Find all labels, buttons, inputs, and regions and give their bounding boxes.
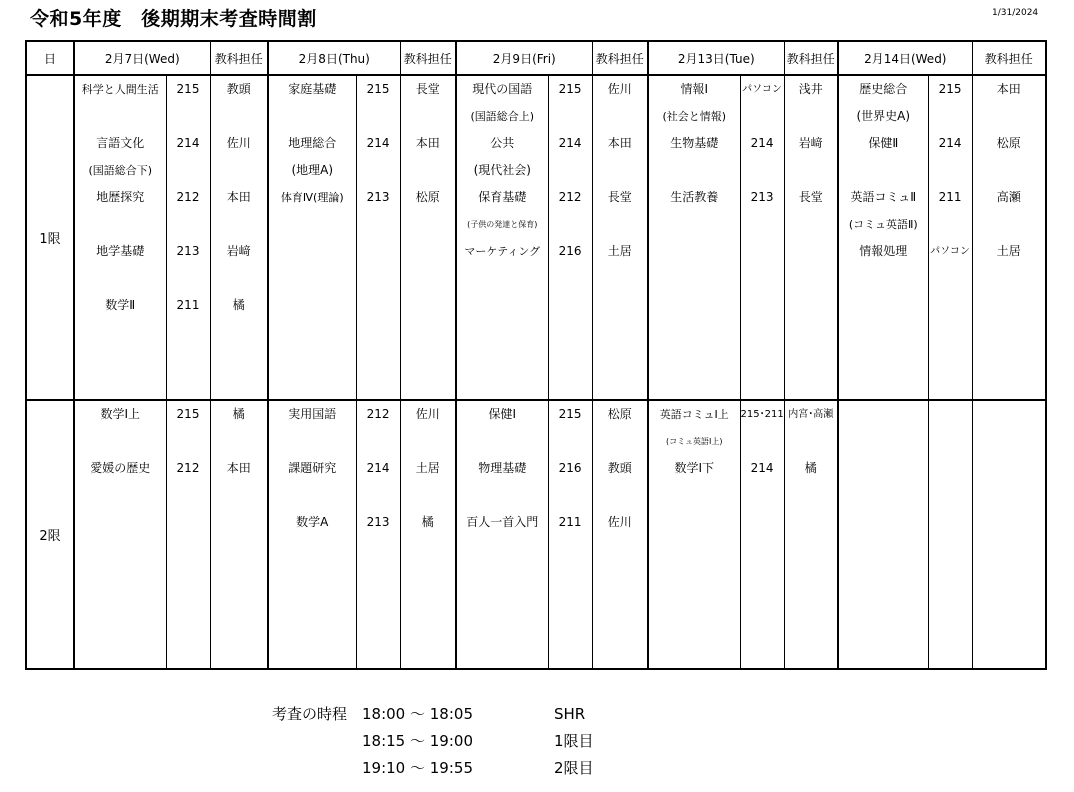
cell-lines [593, 76, 648, 265]
teacher-line [785, 428, 838, 455]
teacher-line: 橘 [804, 461, 817, 475]
room-line [357, 482, 400, 509]
cell-lines [741, 76, 784, 211]
teacher-line [401, 103, 456, 130]
cell-lines [929, 76, 972, 265]
subject-line: 地学基礎 [96, 244, 145, 258]
room-line: 214 [366, 461, 390, 475]
subject-line: 保育基礎 [478, 190, 527, 204]
teacher-line [401, 428, 456, 455]
room-line: 212 [176, 190, 200, 204]
teacher-line [973, 211, 1046, 238]
teacher-cell [400, 400, 456, 669]
teacher-line: 本田 [607, 136, 632, 150]
subject-line: 地理総合 [288, 136, 337, 150]
room-line [549, 211, 592, 238]
exam-schedule-table [25, 40, 1047, 670]
subject-line [457, 482, 548, 509]
header-teacher: 教科担任 [210, 41, 268, 75]
room-line [929, 157, 972, 184]
period-label: 1限 [26, 75, 74, 400]
teacher-line: 佐川 [607, 82, 632, 96]
subject-line: (コミュ英語Ⅰ上) [666, 437, 723, 446]
teacher-cell [972, 400, 1046, 669]
teacher-cell [210, 400, 268, 669]
cell-lines [357, 401, 400, 536]
teacher-line: 松原 [607, 407, 632, 421]
room-line [549, 428, 592, 455]
subject-line: 実用国語 [288, 407, 337, 421]
teacher-line: 橘 [232, 298, 245, 312]
room-line: 214 [750, 136, 774, 150]
subject-cell [456, 400, 548, 669]
time-row [272, 701, 672, 728]
room-line: パソコン [742, 84, 782, 95]
subject-line: 英語コミュⅡ [850, 190, 917, 204]
teacher-line [401, 157, 456, 184]
subject-line [75, 265, 166, 292]
room-line [357, 157, 400, 184]
cell-lines [785, 401, 838, 482]
cell-lines [593, 401, 648, 536]
cell-lines [839, 76, 928, 265]
room-line: 215 [558, 407, 582, 421]
teacher-line: 佐川 [607, 515, 632, 529]
page-title: 令和5年度 後期期末考査時間割 [30, 8, 317, 30]
cell-lines [401, 76, 456, 211]
header-row [26, 41, 1046, 75]
room-line [357, 103, 400, 130]
subject-line: 公共 [490, 136, 515, 150]
header-teacher: 教科担任 [972, 41, 1046, 75]
teacher-line: 土居 [415, 461, 440, 475]
teacher-cell [972, 75, 1046, 400]
teacher-line: 橘 [421, 515, 434, 529]
room-line: パソコン [930, 246, 970, 257]
time-range: 18:00 〜 18:05 [362, 705, 473, 723]
subject-line: 保健Ⅰ [488, 407, 517, 421]
header-date: 2月9日(Fri) [456, 41, 592, 75]
subject-line: (子供の発達と保育) [467, 220, 538, 229]
time-range: 18:15 〜 19:00 [362, 732, 473, 750]
teacher-line: 本田 [226, 190, 251, 204]
subject-line: 情報Ⅰ [680, 82, 709, 96]
room-line [549, 157, 592, 184]
room-line: 215 [938, 82, 962, 96]
room-cell [928, 400, 972, 669]
room-line: 214 [938, 136, 962, 150]
cell-lines [973, 76, 1046, 265]
cell-lines [167, 401, 210, 482]
cell-lines [75, 401, 166, 482]
cell-lines [401, 401, 456, 536]
subject-cell [74, 400, 166, 669]
room-line [741, 157, 784, 184]
subject-line: 現代の国語 [472, 82, 533, 96]
subject-line: (コミュ英語Ⅱ) [848, 218, 918, 231]
subject-line: 愛媛の歴史 [90, 461, 151, 475]
teacher-line: 佐川 [226, 136, 251, 150]
subject-line: 保健Ⅱ [868, 136, 899, 150]
cell-lines [167, 76, 210, 319]
teacher-cell [784, 75, 838, 400]
teacher-line [211, 211, 268, 238]
room-line: 214 [750, 461, 774, 475]
subject-line [649, 157, 740, 184]
room-line: 215･211 [740, 409, 784, 420]
teacher-line: 長堂 [607, 190, 632, 204]
teacher-line: 長堂 [415, 82, 440, 96]
room-line [167, 211, 210, 238]
subject-line: 数学Ⅰ下 [674, 461, 715, 475]
subject-line: (社会と情報) [662, 110, 727, 123]
subject-line: (地理A) [291, 163, 334, 177]
subject-line: (国語総合上) [470, 110, 535, 123]
teacher-cell [592, 400, 648, 669]
subject-cell [838, 400, 928, 669]
subject-line: (世界史A) [856, 109, 911, 123]
cell-lines [211, 401, 268, 482]
room-line: 215 [366, 82, 390, 96]
teacher-line [785, 157, 838, 184]
header-teacher: 教科担任 [784, 41, 838, 75]
time-row [272, 728, 672, 755]
teacher-line: 橘 [232, 407, 245, 421]
teacher-line [401, 482, 456, 509]
teacher-line: 佐川 [415, 407, 440, 421]
cell-lines [649, 76, 740, 211]
subject-cell [456, 75, 548, 400]
teacher-cell [400, 75, 456, 400]
room-line: 213 [750, 190, 774, 204]
subject-line: 数学A [296, 515, 329, 529]
room-line [167, 157, 210, 184]
teacher-line: 土居 [607, 244, 632, 258]
subject-line: 百人一首入門 [466, 515, 539, 529]
teacher-line: 教頭 [607, 461, 632, 475]
period-row [26, 400, 1046, 669]
teacher-line: 松原 [996, 136, 1021, 150]
teacher-line [593, 428, 648, 455]
teacher-line: 土居 [996, 244, 1021, 258]
room-cell [548, 400, 592, 669]
teacher-line: 岩﨑 [798, 136, 823, 150]
room-cell [166, 75, 210, 400]
teacher-line [593, 157, 648, 184]
subject-cell [268, 75, 356, 400]
subject-line: (現代社会) [473, 163, 531, 177]
teacher-line: 本田 [996, 82, 1021, 96]
room-line: 216 [558, 244, 582, 258]
subject-line [269, 482, 356, 509]
teacher-line [593, 211, 648, 238]
time-event: 1限目 [554, 732, 594, 750]
exam-timetable [272, 701, 672, 782]
room-line [357, 428, 400, 455]
room-line: 211 [176, 298, 200, 312]
room-line: 211 [938, 190, 962, 204]
room-line [929, 103, 972, 130]
teacher-line [785, 103, 838, 130]
subject-line: 物理基礎 [478, 461, 527, 475]
time-event: SHR [554, 705, 586, 723]
room-line: 212 [366, 407, 390, 421]
teacher-line [593, 103, 648, 130]
header-date: 2月13日(Tue) [648, 41, 784, 75]
subject-line: マーケティング [464, 245, 541, 258]
subject-line: 歴史総合 [859, 82, 908, 96]
teacher-line: 松原 [415, 190, 440, 204]
teacher-line [211, 265, 268, 292]
timetable-label: 考査の時程 [272, 705, 348, 723]
teacher-line [973, 157, 1046, 184]
time-event: 2限目 [554, 759, 594, 777]
header-day: 日 [26, 41, 74, 75]
subject-line [269, 428, 356, 455]
subject-line: 課題研究 [288, 461, 337, 475]
room-cell [740, 400, 784, 669]
room-line [549, 482, 592, 509]
time-range: 19:10 〜 19:55 [362, 759, 473, 777]
subject-line: 数学Ⅰ上 [100, 407, 141, 421]
teacher-line: 高瀬 [996, 190, 1021, 204]
room-line: 212 [176, 461, 200, 475]
teacher-line: 内宮･高瀬 [788, 409, 834, 420]
subject-line [269, 103, 356, 130]
room-line: 214 [366, 136, 390, 150]
subject-line [75, 103, 166, 130]
subject-line: 情報処理 [859, 244, 908, 258]
teacher-cell [784, 400, 838, 669]
teacher-line: 岩﨑 [226, 244, 251, 258]
cell-lines [357, 76, 400, 211]
room-line [167, 428, 210, 455]
teacher-line [211, 103, 268, 130]
subject-line: 体育Ⅳ(理論) [280, 191, 344, 204]
subject-cell [648, 400, 740, 669]
subject-line [457, 428, 548, 455]
teacher-line: 教頭 [226, 82, 251, 96]
cell-lines [457, 76, 548, 265]
teacher-line: 長堂 [798, 190, 823, 204]
room-cell [928, 75, 972, 400]
room-line: 212 [558, 190, 582, 204]
room-line: 214 [558, 136, 582, 150]
cell-lines [75, 76, 166, 319]
teacher-cell [210, 75, 268, 400]
room-line: 213 [176, 244, 200, 258]
cell-lines [741, 401, 784, 482]
teacher-line: 本田 [415, 136, 440, 150]
subject-line [75, 211, 166, 238]
subject-line: 生物基礎 [670, 136, 719, 150]
header-date: 2月8日(Thu) [268, 41, 400, 75]
room-cell [356, 400, 400, 669]
cell-lines [549, 76, 592, 265]
cell-lines [457, 401, 548, 536]
room-cell [740, 75, 784, 400]
subject-line: 言語文化 [96, 136, 145, 150]
subject-cell [268, 400, 356, 669]
room-line: 213 [366, 515, 390, 529]
cell-lines [649, 401, 740, 482]
room-line: 215 [176, 407, 200, 421]
subject-line: 地歴探究 [96, 190, 145, 204]
room-cell [166, 400, 210, 669]
period-row [26, 75, 1046, 400]
room-cell [356, 75, 400, 400]
time-row [272, 755, 672, 782]
room-line: 214 [176, 136, 200, 150]
subject-line: 数学Ⅱ [105, 298, 136, 312]
room-line [167, 265, 210, 292]
period-label: 2限 [26, 400, 74, 669]
teacher-line: 浅井 [798, 82, 823, 96]
header-date: 2月7日(Wed) [74, 41, 210, 75]
room-line [929, 211, 972, 238]
subject-line [75, 428, 166, 455]
room-line: 213 [366, 190, 390, 204]
teacher-line [593, 482, 648, 509]
cell-lines [211, 76, 268, 319]
teacher-line [973, 103, 1046, 130]
header-teacher: 教科担任 [592, 41, 648, 75]
subject-line: 生活教養 [670, 190, 719, 204]
subject-line: (国語総合下) [88, 164, 153, 177]
cell-lines [269, 401, 356, 536]
subject-cell [74, 75, 166, 400]
header-teacher: 教科担任 [400, 41, 456, 75]
room-line: 211 [558, 515, 582, 529]
room-line: 215 [176, 82, 200, 96]
room-line [741, 103, 784, 130]
room-line: 216 [558, 461, 582, 475]
cell-lines [549, 401, 592, 536]
print-date: 1/31/2024 [992, 8, 1039, 18]
room-line [741, 428, 784, 455]
subject-line: 英語コミュⅠ上 [659, 408, 729, 421]
subject-cell [838, 75, 928, 400]
room-cell [548, 75, 592, 400]
header-date: 2月14日(Wed) [838, 41, 972, 75]
cell-lines [785, 76, 838, 211]
teacher-line [211, 157, 268, 184]
subject-cell [648, 75, 740, 400]
teacher-line [211, 428, 268, 455]
room-line [549, 103, 592, 130]
room-line [167, 103, 210, 130]
subject-line [839, 157, 928, 184]
subject-line: 科学と人間生活 [81, 83, 159, 96]
teacher-line: 本田 [226, 461, 251, 475]
teacher-cell [592, 75, 648, 400]
room-line: 215 [558, 82, 582, 96]
subject-line: 家庭基礎 [288, 82, 337, 96]
cell-lines [269, 76, 356, 211]
